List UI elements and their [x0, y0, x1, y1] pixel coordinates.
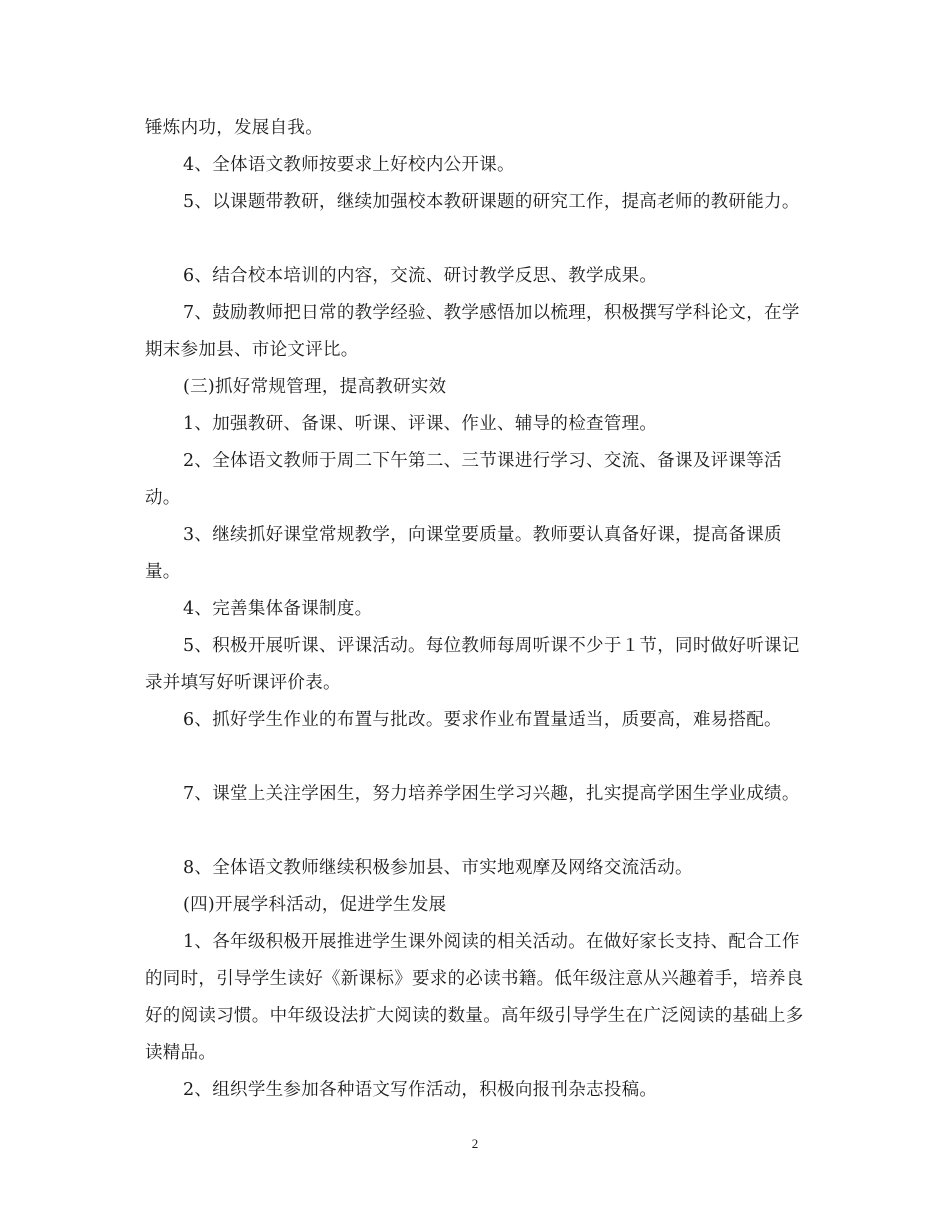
paragraph: 7、鼓励教师把日常的教学经验、教学感悟加以梳理，积极撰写学科论文，在学期末参加县、市论文评比。	[145, 303, 800, 360]
paragraph: 6、抓好学生作业的布置与批改。要求作业布置量适当，质要高，难易搭配。	[183, 710, 782, 730]
paragraph: 1、加强教研、备课、听课、评课、作业、辅导的检查管理。	[183, 414, 658, 434]
paragraph: 3、继续抓好课堂常规教学，向课堂要质量。教师要认真备好课，提高备课质量。	[145, 525, 782, 582]
paragraph: 5、以课题带教研，继续加强校本教研课题的研究工作，提高老师的教研能力。	[183, 192, 800, 212]
paragraph: 锤炼内功，发展自我。	[145, 118, 323, 138]
paragraph: 8、全体语文教师继续积极参加县、市实地观摩及网络交流活动。	[183, 858, 693, 878]
paragraph: 6、结合校本培训的内容，交流、研讨教学反思、教学成果。	[183, 266, 658, 286]
paragraph: 7、课堂上关注学困生，努力培养学困生学习兴趣，扎实提高学困生学业成绩。	[183, 784, 800, 804]
page-number: 2	[471, 1136, 479, 1151]
paragraph: 4、全体语文教师按要求上好校内公开课。	[183, 155, 515, 175]
section-heading: (三)抓好常规管理，提高教研实效	[183, 377, 447, 397]
paragraph: 2、组织学生参加各种语文写作活动，积极向报刊杂志投稿。	[183, 1080, 658, 1100]
paragraph: 4、完善集体备课制度。	[183, 599, 373, 619]
section-heading: (四)开展学科活动，促进学生发展	[183, 895, 447, 915]
paragraph: 2、全体语文教师于周二下午第二、三节课进行学习、交流、备课及评课等活动。	[145, 451, 782, 508]
paragraph: 5、积极开展听课、评课活动。每位教师每周听课不少于１节，同时做好听课记录并填写好听课评价表。	[145, 636, 800, 693]
paragraph: 1、各年级积极开展推进学生课外阅读的相关活动。在做好家长支持、配合工作的同时，引导学生读好《新课标》要求的必读书籍。低年级注意从兴趣着手，培养良好的阅读习惯。中年级设法扩大阅读的数量。高年级引导学生在广泛阅读的基础上多读精品。	[145, 932, 804, 1063]
